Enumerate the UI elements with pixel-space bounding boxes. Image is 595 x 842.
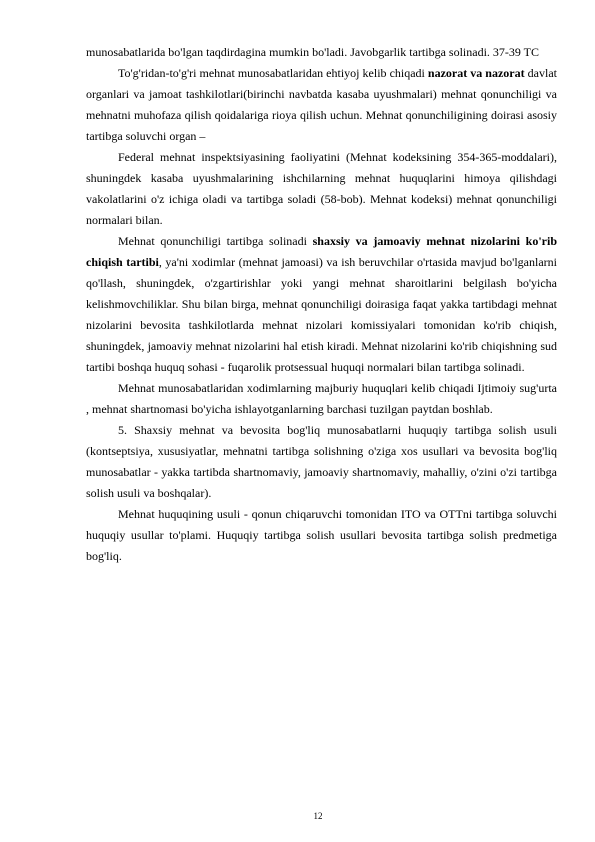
text-run: To'g'ridan-to'g'ri mehnat munosabatlaridan ehtiyoj kelib chiqadi bbox=[118, 66, 428, 80]
text-run: Mehnat huquqining usuli - qonun chiqaruvchi tomonidan ITO va OTTni tartibga soluvchi huquqiy usullar to'plami. Huquqiy tartibga solish usullari bevosita tartibga solish predmetiga bog'liq. bbox=[86, 507, 557, 563]
paragraph bbox=[86, 378, 557, 420]
text-run: munosabatlarida bo'lgan taqdirdagina mumkin bo'ladi. Javobgarlik tartibga solinadi. 37-39 TC bbox=[86, 45, 540, 59]
paragraph bbox=[86, 63, 557, 147]
text-run: 5. Shaxsiy mehnat va bevosita bog'liq munosabatlarni huquqiy tartibga solish usuli (kontseptsiya, xususiyatlar, mehnatni tartibga solishning o'ziga xos usullari va bevosita bog'liq munosabatlar - yakka tartibda shartnomaviy, jamoaviy shartnomaviy, mahalliy, o'zini o'zi tartibga solish usuli va boshqalar). bbox=[86, 423, 557, 500]
paragraph bbox=[86, 147, 557, 231]
text-run: Mehnat qonunchiligi tartibga solinadi bbox=[118, 234, 313, 248]
text-run: Federal mehnat inspektsiyasining faoliyatini (Mehnat kodeksining 354-365-moddalari), shuningdek kasaba uyushmalarining ishchilarning mehnat huquqlarini himoya qilishdagi vakolatlarini o'z ichiga oladi va tartibga soladi (58-bob). Mehnat kodeksi) mehnat qonunchiligi normalari bilan. bbox=[86, 150, 557, 227]
document-page bbox=[86, 42, 557, 567]
text-run: , ya'ni xodimlar (mehnat jamoasi) va ish beruvchilar o'rtasida mavjud bo'lganlarni qo'llash, shuningdek, o'zgartirishlar yoki yangi mehnat sharoitlarini belgilash bo'yicha kelishmovchiliklar. Shu bilan birga, mehnat qonunchiligi doirasiga faqat yakka tartibdagi mehnat nizolarini bevosita tashkilotlarda mehnat nizolari komissiyalari tomonidan ko'rib chiqish, shuningdek, jamoaviy mehnat nizolarini hal etish kiradi. Mehnat nizolarini ko'rib chiqishning sud tartibi boshqa huquq sohasi - fuqarolik protsessual huquqi normalari bilan tartibga solinadi. bbox=[86, 255, 557, 374]
bold-term-nizolar: shaxsiy va jamoaviy mehnat nizolarini ko'rib chiqish tartibi bbox=[86, 234, 557, 269]
paragraph bbox=[86, 504, 557, 567]
text-run: davlat organlari va jamoat tashkilotlari(birinchi navbatda kasaba uyushmalari) mehnat qonunchiligi va mehnatni muhofaza qilish qoidalariga rioya qilish uchun. Mehnat qonunchiligining doirasi asosiy tartibga soluvchi organ – bbox=[86, 66, 557, 143]
paragraph bbox=[86, 42, 557, 63]
paragraph bbox=[86, 420, 557, 504]
bold-term-nazorat: nazorat va nazorat bbox=[427, 66, 525, 80]
page-number: 12 bbox=[313, 811, 323, 821]
text-run: Mehnat munosabatlaridan xodimlarning majburiy huquqlari kelib chiqadi Ijtimoiy sug'urta , mehnat shartnomasi bo'yicha ishlayotganlarning barchasi tuzilgan paytdan boshlab. bbox=[86, 381, 557, 416]
paragraph bbox=[86, 231, 557, 378]
